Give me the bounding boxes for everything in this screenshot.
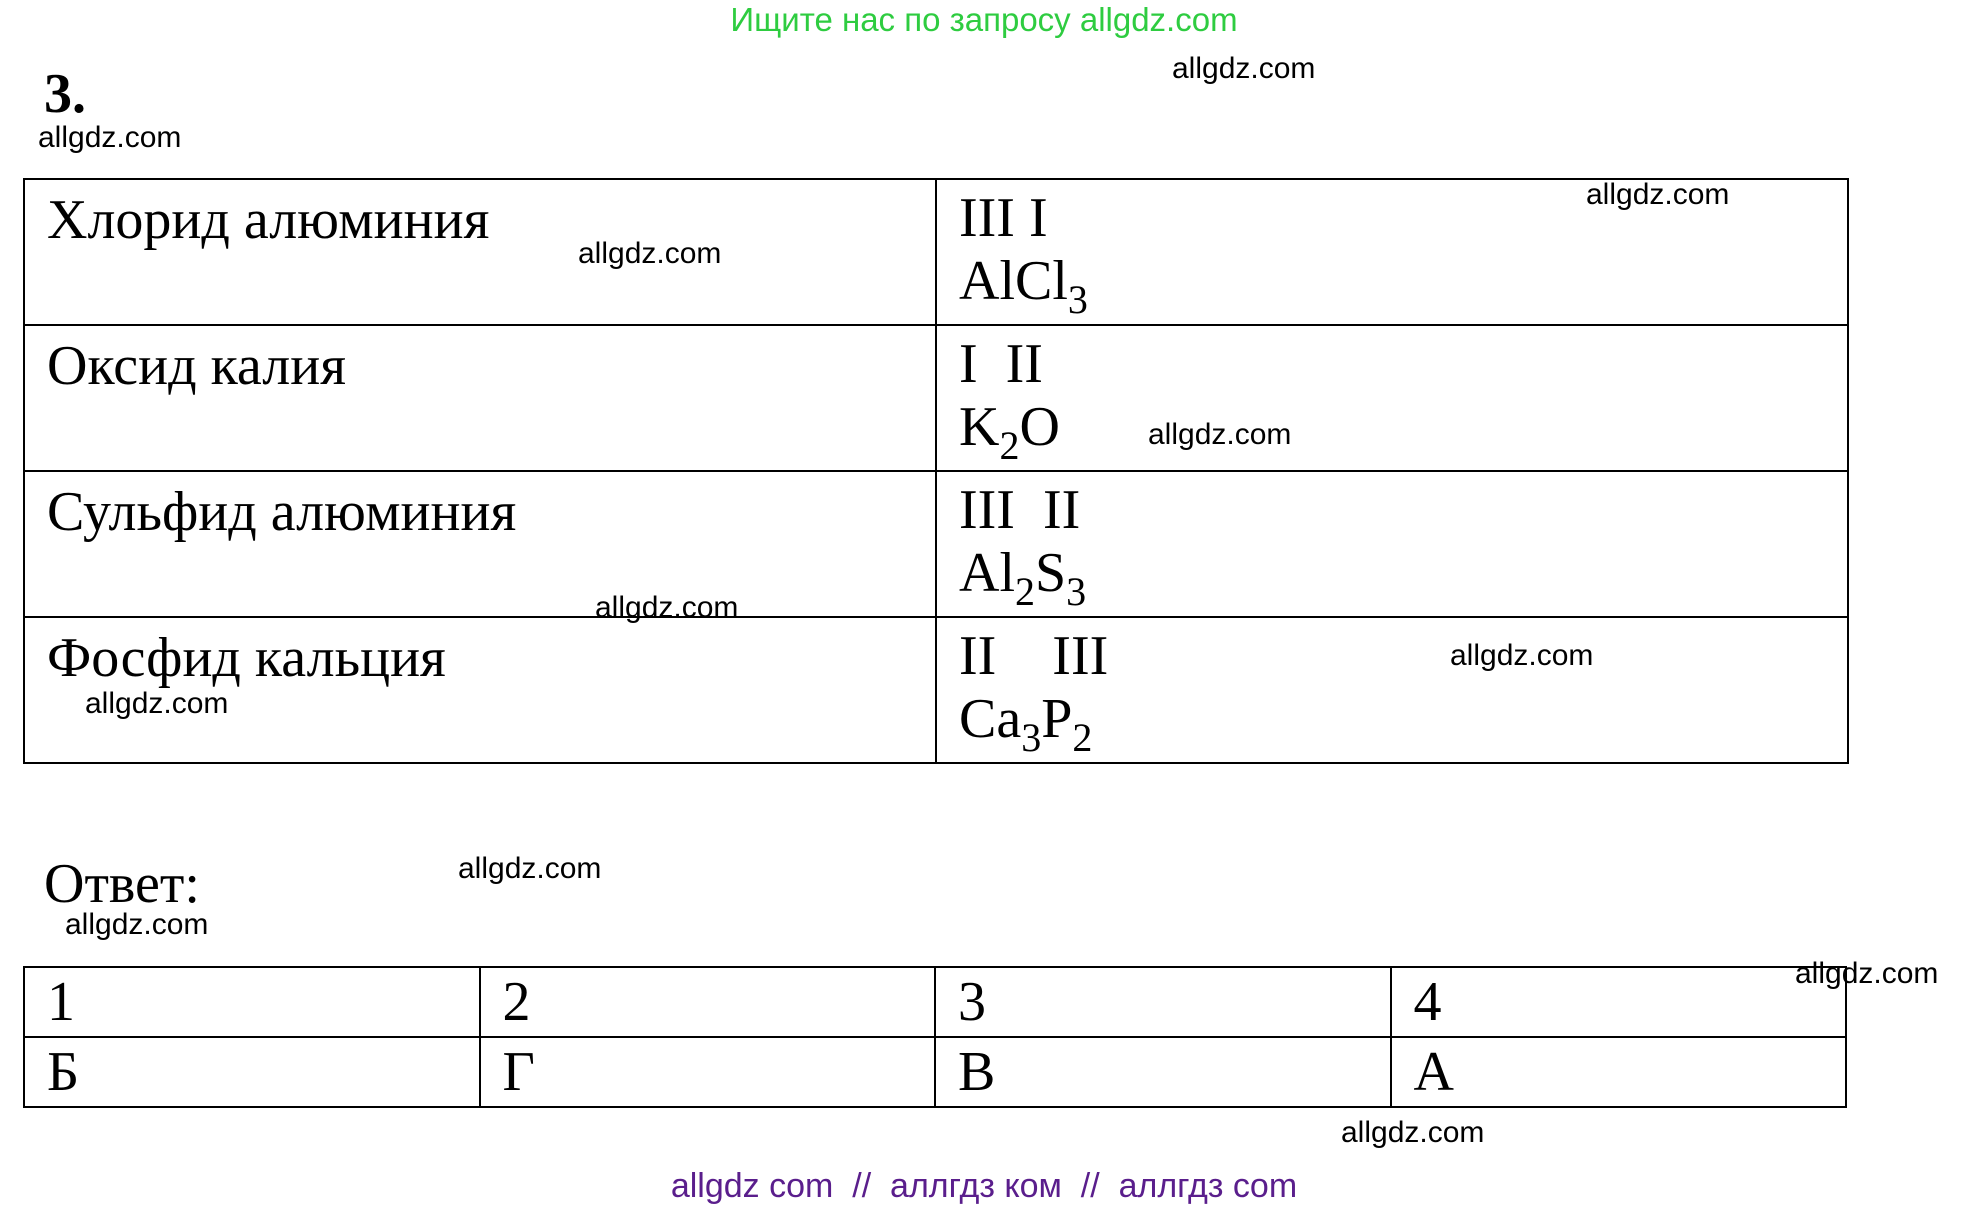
answer-header-row <box>24 967 1846 1037</box>
watermark: allgdz.com <box>1341 1116 1485 1149</box>
watermark: allgdz.com <box>1586 178 1730 211</box>
answer-value-cell: Б <box>24 1037 480 1107</box>
valence-label: III II <box>959 479 1081 541</box>
answer-header-cell: 3 <box>935 967 1391 1037</box>
valence-label: III I <box>959 187 1048 249</box>
formula-cell <box>936 325 1848 471</box>
answer-table <box>23 966 1847 1108</box>
answer-header-cell: 2 <box>480 967 936 1037</box>
formula-cell <box>936 617 1848 763</box>
answer-label: Ответ: <box>44 853 200 915</box>
chemical-formula: AlCl$_3$ <box>959 250 1088 322</box>
watermark: allgdz.com <box>1450 639 1594 672</box>
watermark: allgdz.com <box>65 908 209 941</box>
watermark: allgdz.com <box>458 852 602 885</box>
table-row <box>24 471 1848 617</box>
answer-header-cell: 1 <box>24 967 480 1037</box>
chemical-formula: $Al_2S_3$ <box>959 542 1087 614</box>
watermark: allgdz.com <box>1172 52 1316 85</box>
task-number: 3. <box>44 63 86 125</box>
footer-links: allgdz com // аллгдз ком // аллгдз com <box>670 1167 1298 1205</box>
watermark: allgdz.com <box>1795 957 1939 990</box>
watermark: allgdz.com <box>1148 418 1292 451</box>
valence-label: I II <box>959 333 1043 395</box>
formula-table <box>23 178 1849 764</box>
watermark: allgdz.com <box>85 687 229 720</box>
watermark: allgdz.com <box>38 121 182 154</box>
answer-value-row <box>24 1037 1846 1107</box>
valence-label: II III <box>959 625 1109 687</box>
answer-value-cell: В <box>935 1037 1391 1107</box>
table-row <box>24 325 1848 471</box>
formula-cell <box>936 471 1848 617</box>
answer-header-cell: 4 <box>1391 967 1847 1037</box>
compound-name: Фосфид кальция <box>24 617 936 763</box>
watermark: allgdz.com <box>578 237 722 270</box>
table-row <box>24 179 1848 325</box>
search-banner: Ищите нас по запросу allgdz.com <box>730 1 1238 38</box>
answer-value-cell: Г <box>480 1037 936 1107</box>
chemical-formula: $K_2O$ <box>959 396 1060 468</box>
answer-value-cell: А <box>1391 1037 1847 1107</box>
compound-name: Оксид калия <box>24 325 936 471</box>
watermark: allgdz.com <box>595 591 739 624</box>
compound-name: Хлорид алюминия <box>24 179 936 325</box>
chemical-formula: $Ca_3P_2$ <box>959 688 1093 760</box>
compound-name: Сульфид алюминия <box>24 471 936 617</box>
